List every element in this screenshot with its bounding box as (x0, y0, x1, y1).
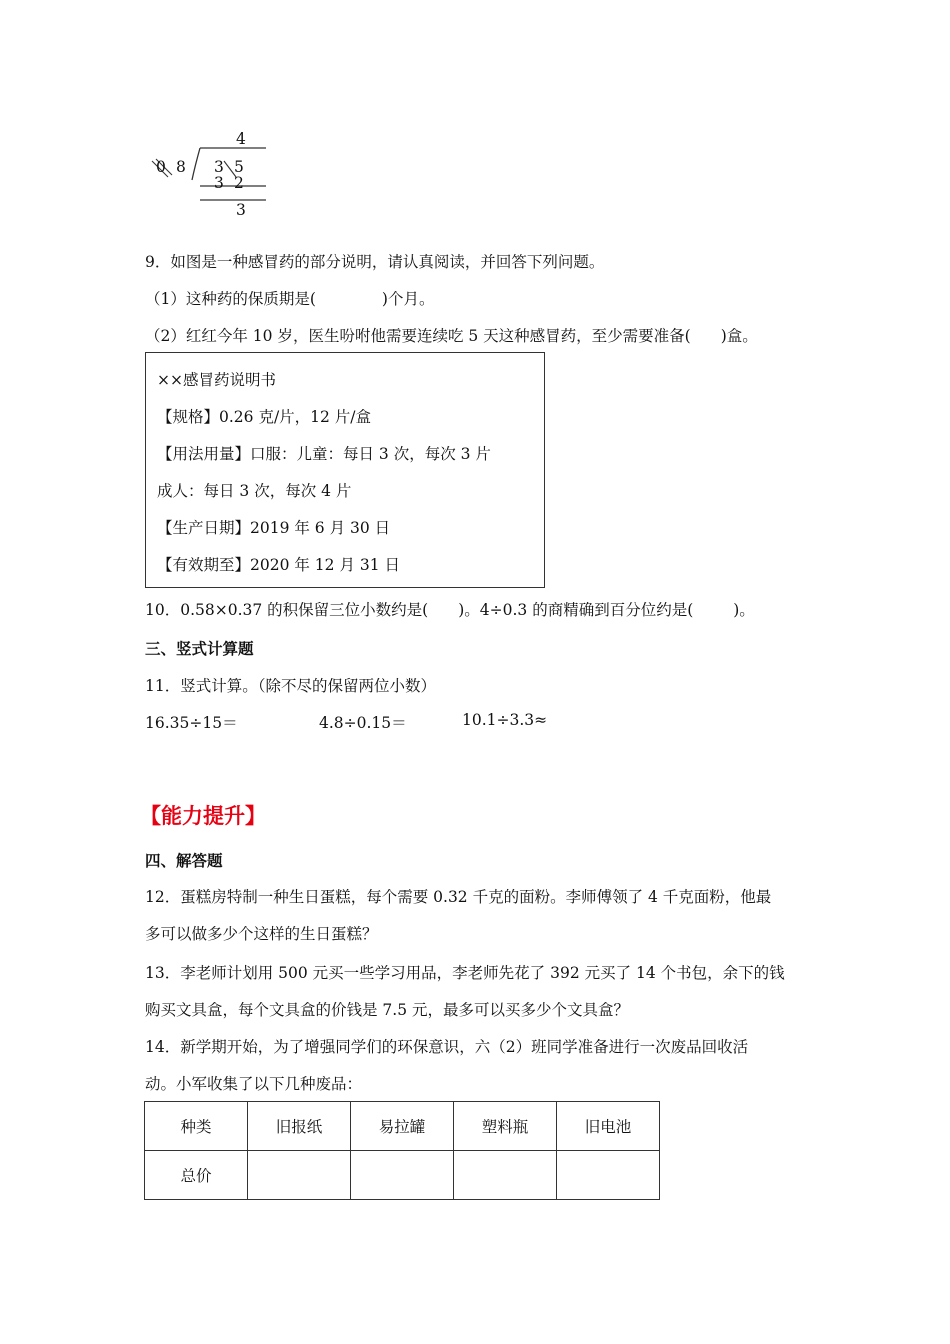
table-header-cell: 塑料瓶 (454, 1102, 557, 1151)
long-division-lines (148, 128, 278, 220)
table-empty-cell[interactable] (454, 1151, 557, 1200)
division-dividend-digit: 3 (214, 158, 224, 176)
division-divisor-digit: 8 (176, 158, 186, 176)
question-9-part-2-text: （2）红红今年 10 岁，医生吩咐他需要连续吃 5 天这种感冒药，至少需要准备( (145, 327, 691, 345)
question-12-line-2: 多可以做多少个这样的生日蛋糕？ (145, 925, 378, 943)
question-14-line-2: 动。小军收集了以下几种废品： (145, 1075, 363, 1093)
table-empty-cell[interactable] (351, 1151, 454, 1200)
question-9-part-1-text: )个月。 (381, 290, 435, 308)
division-remainder: 3 (236, 201, 246, 219)
section-3-heading: 三、竖式计算题 (145, 640, 254, 658)
table-row (145, 1151, 660, 1200)
division-product-digit: 3 (214, 174, 224, 192)
division-quotient: 4 (236, 130, 246, 148)
question-10 (145, 598, 755, 620)
instructions-spec: 【规格】0.26 克/片，12 片/盒 (157, 408, 372, 426)
question-9-part-1 (145, 287, 434, 309)
table-empty-cell[interactable] (557, 1151, 660, 1200)
question-10-text: )。4÷0.3 的商精确到百分位约是( (458, 601, 694, 619)
question-9-part-2 (145, 324, 758, 346)
section-4-heading: 四、解答题 (145, 852, 223, 870)
question-9-stem: 9．如图是一种感冒药的部分说明，请认真阅读，并回答下列问题。 (145, 253, 605, 271)
division-dividend-digit: 5 (234, 158, 244, 176)
question-11-expression-2: 4.8÷0.15＝ (319, 714, 407, 732)
question-10-text: 10．0.58×0.37 的积保留三位小数约是( (145, 601, 429, 619)
long-division-figure (148, 128, 278, 220)
instructions-expiry-date: 【有效期至】2020 年 12 月 31 日 (157, 556, 401, 574)
table-header-cell: 易拉罐 (351, 1102, 454, 1151)
ability-section-title: 【能力提升】 (140, 804, 266, 828)
table-row-label: 总价 (145, 1151, 248, 1200)
instructions-adult: 成人：每日 3 次，每次 4 片 (157, 482, 352, 500)
question-10-text: )。 (733, 601, 755, 619)
question-12-line-1: 12．蛋糕房特制一种生日蛋糕，每个需要 0.32 千克的面粉。李师傅领了 4 千克面粉，他最 (145, 888, 772, 906)
instructions-usage: 【用法用量】口服：儿童：每日 3 次，每次 3 片 (157, 445, 491, 463)
table-empty-cell[interactable] (248, 1151, 351, 1200)
division-product-digit: 2 (234, 174, 244, 192)
question-13-line-2: 购买文具盒，每个文具盒的价钱是 7.5 元，最多可以买多少个文具盒？ (145, 1001, 630, 1019)
instructions-title: ××感冒药说明书 (157, 371, 276, 389)
question-13-line-1: 13．李老师计划用 500 元买一些学习用品，李老师先花了 392 元买了 14 个书包，余下的钱 (145, 964, 785, 982)
question-9-part-2-text: )盒。 (720, 327, 758, 345)
table-row (145, 1102, 660, 1151)
table-header-cell: 种类 (145, 1102, 248, 1151)
question-11-expression-1: 16.35÷15＝ (145, 714, 238, 732)
question-11-stem: 11．竖式计算。（除不尽的保留两位小数） (145, 677, 436, 695)
question-14-line-1: 14．新学期开始，为了增强同学们的环保意识，六（2）班同学准备进行一次废品回收活 (145, 1038, 749, 1056)
question-11-expression-3: 10.1÷3.3≈ (462, 711, 548, 729)
waste-price-table (144, 1101, 660, 1200)
table-header-cell: 旧电池 (557, 1102, 660, 1151)
table-header-cell: 旧报纸 (248, 1102, 351, 1151)
division-divisor-digit: 0 (156, 158, 166, 176)
instructions-production-date: 【生产日期】2019 年 6 月 30 日 (157, 519, 391, 537)
medicine-instructions-box (145, 352, 545, 588)
question-9-part-1-text: （1）这种药的保质期是( (145, 290, 316, 308)
